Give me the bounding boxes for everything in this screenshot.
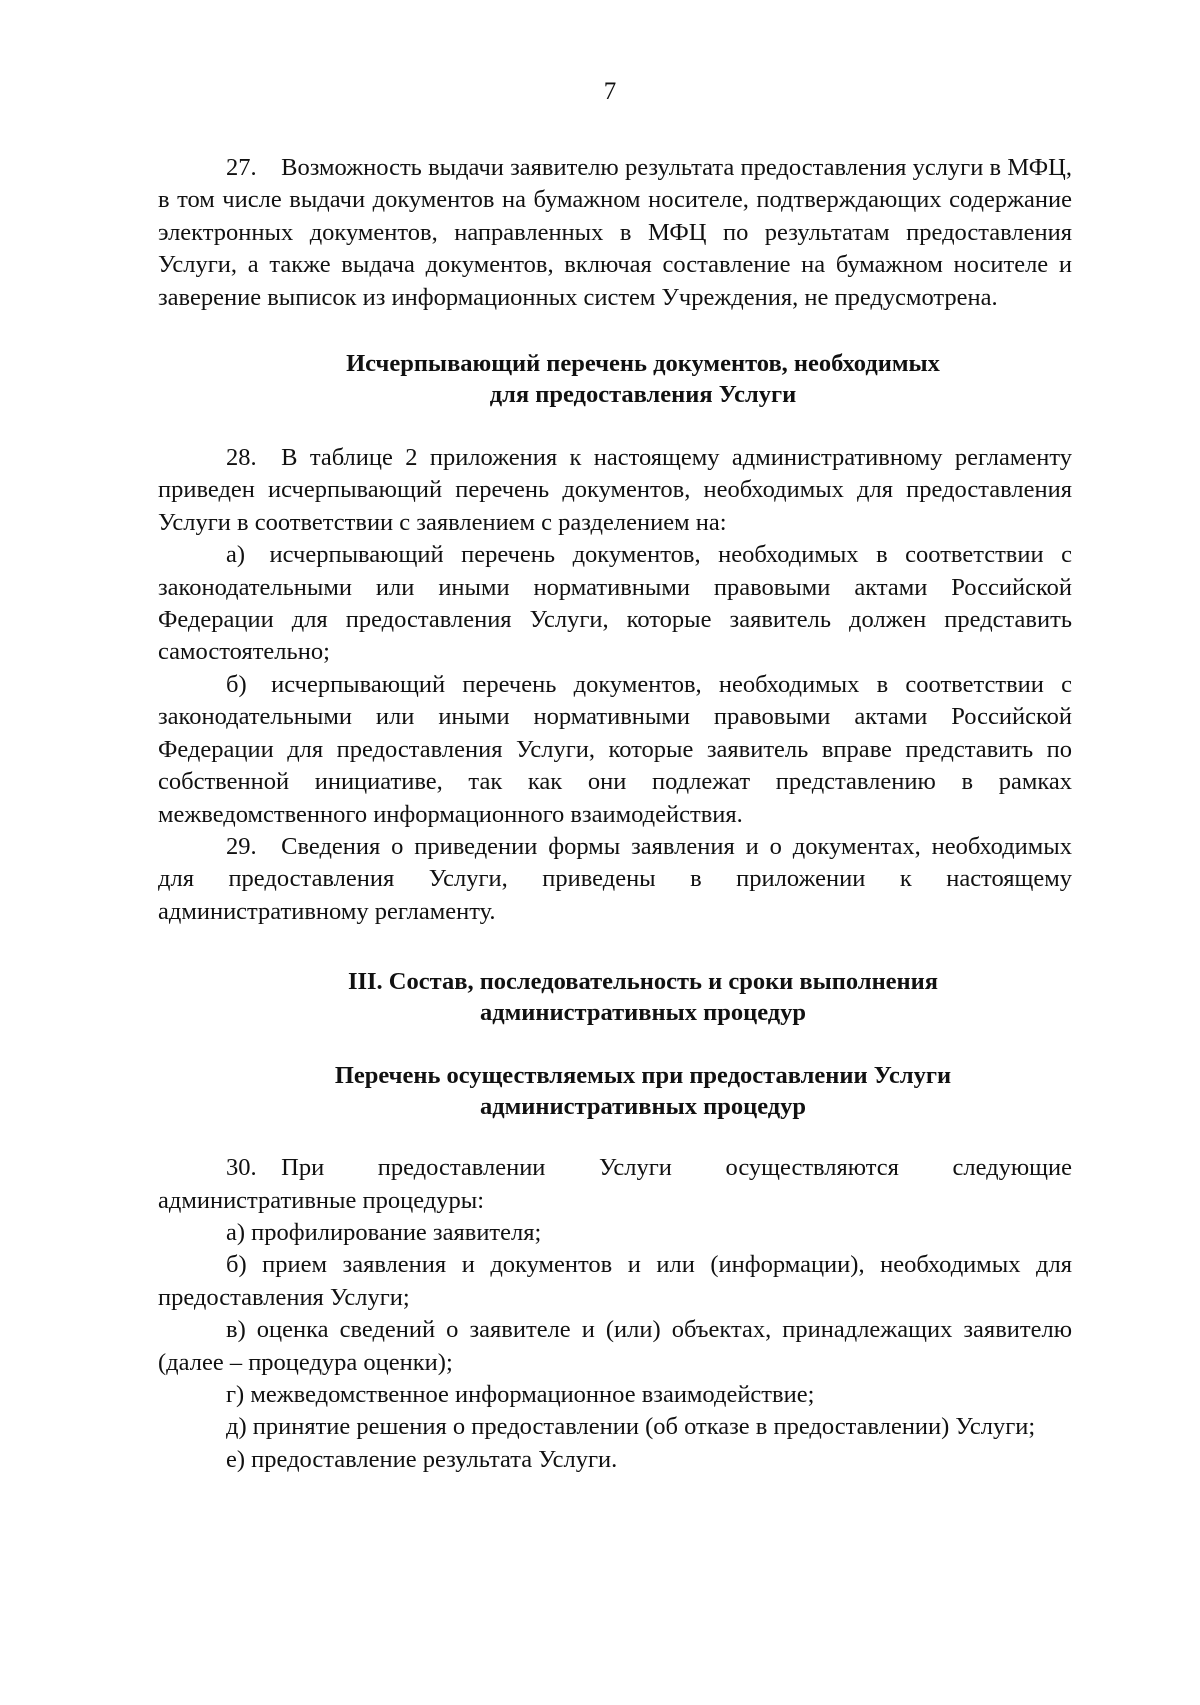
paragraph-27: 27. Возможность выдачи заявителю результата предоставления услуги в МФЦ, в том числе выдачи документов на бумажном носителе, подтверждающих содержание электронных документов, направленных в МФЦ по результатам предоставления Услуги, а также выдача документов, включая составление на бумажном носителе и заверение выписок из информационных систем Учреждения, не предусмотрена. <box>158 154 1072 311</box>
chapter-heading-iii <box>158 966 1072 1028</box>
paragraph-28-a: а) исчерпывающий перечень документов, необходимых в соответствии с законодательными или иными нормативными правовыми актами Российской Федерации для предоставления Услуги, которые заявитель должен представить самостоятельно; <box>158 541 1072 666</box>
heading-line: для предоставления Услуги <box>489 381 797 409</box>
heading-line: административных процедур <box>479 999 807 1027</box>
heading-line: административных процедур <box>479 1093 807 1121</box>
paragraph-30: 30. При предоставлении Услуги осуществляются следующие административные процедуры: <box>158 1154 1072 1214</box>
list-item-30-e: д) принятие решения о предоставлении (об отказе в предоставлении) Услуги; <box>226 1413 1036 1441</box>
list-item-30-b: б) прием заявления и документов и или (информации), необходимых для предоставления Услуги; <box>158 1251 1072 1311</box>
document-body <box>158 152 1072 1476</box>
paragraph-28-b: б) исчерпывающий перечень документов, необходимых в соответствии с законодательными или иными нормативными правовыми актами Российской Федерации для предоставления Услуги, которые заявитель вправе представить по собственной инициативе, так как они подлежат представлению в рамках межведомственного информационного взаимодействия. <box>158 670 1072 828</box>
section-heading-procedures-list <box>158 1060 1072 1122</box>
list-item-30-c: в) оценка сведений о заявителе и (или) объектах, принадлежащих заявителю (далее – процедура оценки); <box>158 1316 1072 1376</box>
section-heading-documents-list <box>158 348 1072 410</box>
list-item-30-d: г) межведомственное информационное взаимодействие; <box>226 1380 815 1408</box>
heading-line: Перечень осуществляемых при предоставлении Услуги <box>334 1062 952 1090</box>
heading-line: Исчерпывающий перечень документов, необходимых <box>346 350 940 378</box>
heading-line: III. Состав, последовательность и сроки выполнения <box>347 968 939 996</box>
paragraph-29: 29. Сведения о приведении формы заявления и о документах, необходимых для предоставления Услуги, приведены в приложении к настоящему административному регламенту. <box>158 832 1072 925</box>
paragraph-28: 28. В таблице 2 приложения к настоящему административному регламенту приведен исчерпывающий перечень документов, необходимых для предоставления Услуги в соответствии с заявлением с разделением на: <box>158 444 1072 536</box>
page-number: 7 <box>603 78 617 105</box>
list-item-30-a: а) профилирование заявителя; <box>226 1218 542 1246</box>
list-item-30-f: е) предоставление результата Услуги. <box>226 1445 618 1473</box>
